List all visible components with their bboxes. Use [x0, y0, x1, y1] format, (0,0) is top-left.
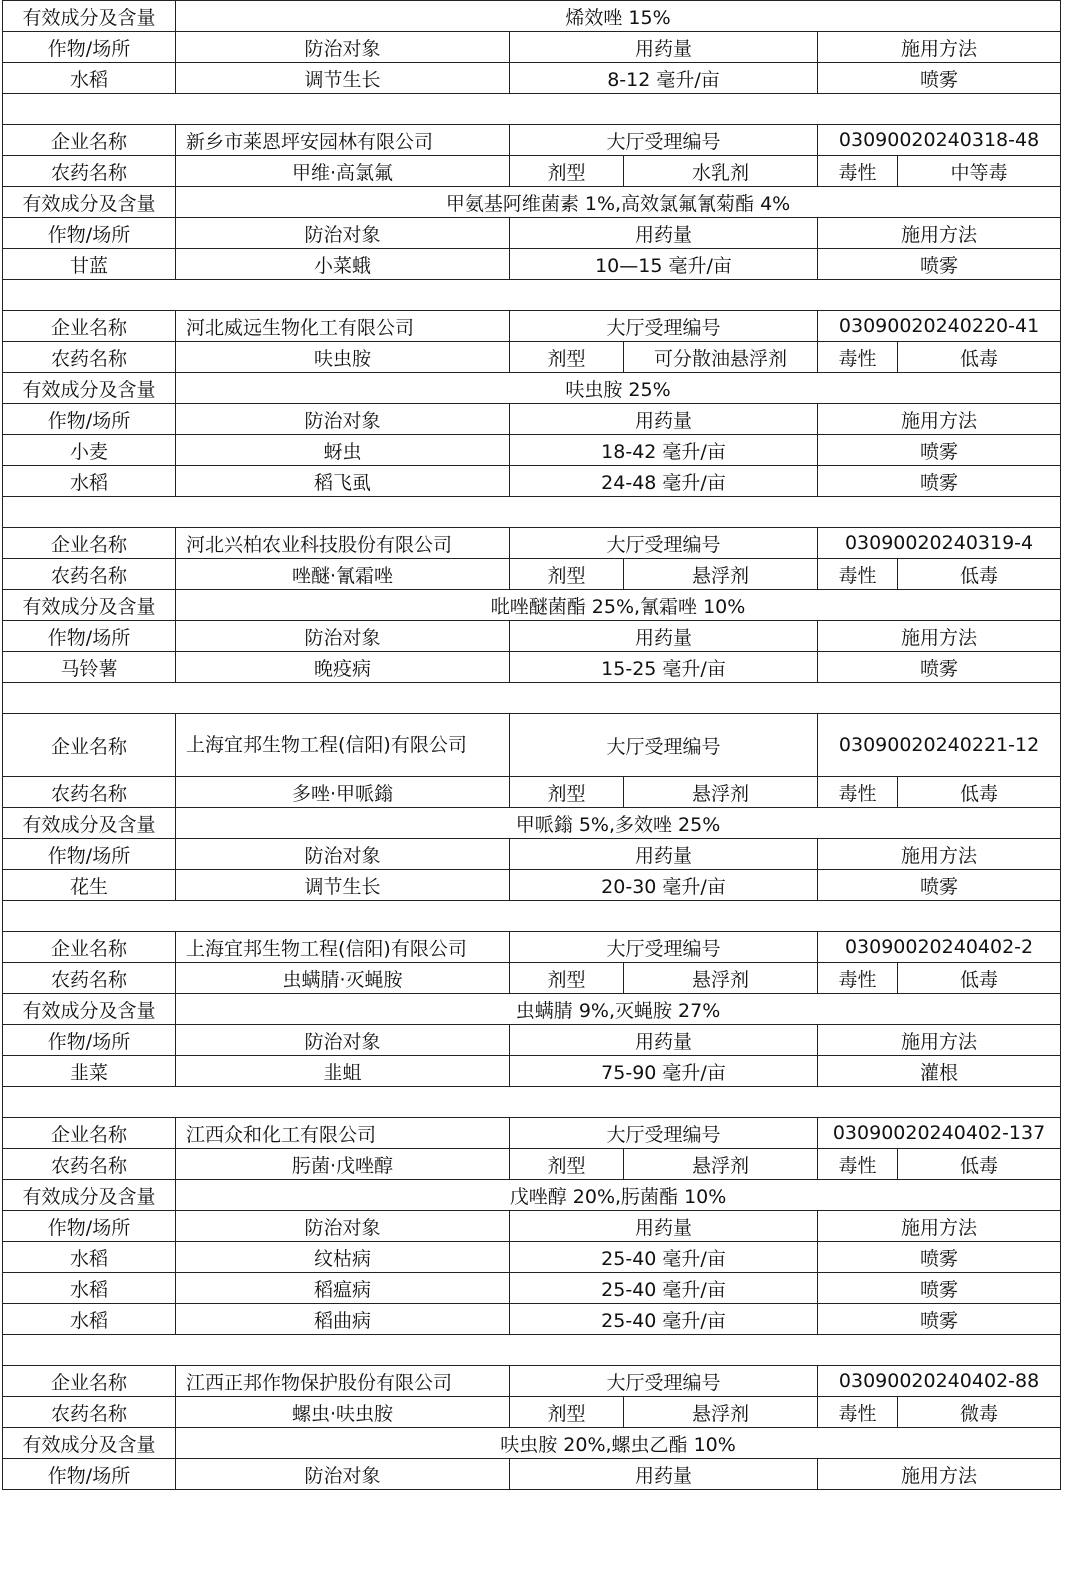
crop-value: 韭菜 — [3, 1056, 176, 1087]
pesticide-value: 呋虫胺 — [176, 342, 510, 373]
company-row — [3, 1366, 1061, 1397]
usage-header-row — [3, 1459, 1061, 1490]
formulation-value: 悬浮剂 — [624, 1149, 818, 1180]
ingredient-row — [3, 808, 1061, 839]
ingredient-value: 虫螨腈 9%,灭蝇胺 27% — [176, 994, 1061, 1025]
method-value: 喷雾 — [818, 870, 1061, 901]
hall-no-label: 大厅受理编号 — [510, 125, 818, 156]
company-value: 河北威远生物化工有限公司 — [176, 311, 510, 342]
target-header: 防治对象 — [176, 1211, 510, 1242]
usage-header-row — [3, 1025, 1061, 1056]
dosage-value: 10—15 毫升/亩 — [510, 249, 818, 280]
target-header: 防治对象 — [176, 839, 510, 870]
hall-no-value: 03090020240402-2 — [818, 932, 1061, 963]
toxicity-value: 微毒 — [898, 1397, 1061, 1428]
hall-no-value: 03090020240220-41 — [818, 311, 1061, 342]
crop-value: 水稻 — [3, 1304, 176, 1335]
toxicity-value: 低毒 — [898, 1149, 1061, 1180]
pesticide-row — [3, 559, 1061, 590]
spacer-cell — [3, 683, 1061, 714]
ingredient-value: 甲氨基阿维菌素 1%,高效氯氟氰菊酯 4% — [176, 187, 1061, 218]
ingredient-label: 有效成分及含量 — [3, 1180, 176, 1211]
usage-header-row — [3, 1211, 1061, 1242]
usage-header-row — [3, 218, 1061, 249]
pesticide-row — [3, 1397, 1061, 1428]
dosage-header: 用药量 — [510, 1025, 818, 1056]
spacer-cell — [3, 497, 1061, 528]
dosage-header: 用药量 — [510, 1459, 818, 1490]
spacer-row — [3, 280, 1061, 311]
ingredient-label: 有效成分及含量 — [3, 808, 176, 839]
spacer-row — [3, 901, 1061, 932]
hall-no-value: 03090020240402-137 — [818, 1118, 1061, 1149]
company-label: 企业名称 — [3, 125, 176, 156]
ingredient-label: 有效成分及含量 — [3, 590, 176, 621]
crop-header: 作物/场所 — [3, 218, 176, 249]
hall-no-value: 03090020240318-48 — [818, 125, 1061, 156]
dosage-header: 用药量 — [510, 218, 818, 249]
ingredient-row — [3, 187, 1061, 218]
formulation-label: 剂型 — [510, 1149, 624, 1180]
pesticide-value: 多唑·甲哌鎓 — [176, 777, 510, 808]
formulation-value: 悬浮剂 — [624, 559, 818, 590]
pesticide-label: 农药名称 — [3, 963, 176, 994]
toxicity-value: 低毒 — [898, 963, 1061, 994]
target-value: 调节生长 — [176, 870, 510, 901]
dosage-header: 用药量 — [510, 839, 818, 870]
ingredient-row — [3, 1428, 1061, 1459]
hall-no-label: 大厅受理编号 — [510, 932, 818, 963]
pesticide-label: 农药名称 — [3, 342, 176, 373]
method-header: 施用方法 — [818, 218, 1061, 249]
company-label: 企业名称 — [3, 932, 176, 963]
formulation-value: 悬浮剂 — [624, 963, 818, 994]
method-value: 喷雾 — [818, 1242, 1061, 1273]
toxicity-value: 低毒 — [898, 559, 1061, 590]
spacer-cell — [3, 1335, 1061, 1366]
ingredient-row — [3, 373, 1061, 404]
crop-header: 作物/场所 — [3, 621, 176, 652]
ingredient-row — [3, 590, 1061, 621]
registration-document — [2, 0, 1060, 1490]
ingredient-row — [3, 994, 1061, 1025]
method-value: 喷雾 — [818, 249, 1061, 280]
company-row — [3, 528, 1061, 559]
company-label: 企业名称 — [3, 714, 176, 777]
ingredient-label: 有效成分及含量 — [3, 1428, 176, 1459]
pesticide-label: 农药名称 — [3, 777, 176, 808]
pesticide-value: 甲维·高氯氟 — [176, 156, 510, 187]
target-header: 防治对象 — [176, 1459, 510, 1490]
method-value: 喷雾 — [818, 466, 1061, 497]
hall-no-value: 03090020240319-4 — [818, 528, 1061, 559]
target-value: 蚜虫 — [176, 435, 510, 466]
pesticide-value: 螺虫·呋虫胺 — [176, 1397, 510, 1428]
formulation-label: 剂型 — [510, 1397, 624, 1428]
ingredient-label: 有效成分及含量 — [3, 994, 176, 1025]
method-header: 施用方法 — [818, 1211, 1061, 1242]
pesticide-label: 农药名称 — [3, 1149, 176, 1180]
target-value: 韭蛆 — [176, 1056, 510, 1087]
crop-header: 作物/场所 — [3, 1025, 176, 1056]
crop-value: 花生 — [3, 870, 176, 901]
ingredient-label: 有效成分及含量 — [3, 1, 176, 32]
pesticide-row — [3, 777, 1061, 808]
crop-value: 甘蓝 — [3, 249, 176, 280]
method-value: 喷雾 — [818, 652, 1061, 683]
toxicity-value: 中等毒 — [898, 156, 1061, 187]
hall-no-label: 大厅受理编号 — [510, 528, 818, 559]
pesticide-label: 农药名称 — [3, 559, 176, 590]
target-value: 稻飞虱 — [176, 466, 510, 497]
pesticide-value: 唑醚·氰霜唑 — [176, 559, 510, 590]
toxicity-label: 毒性 — [818, 777, 898, 808]
ingredient-value: 呋虫胺 25% — [176, 373, 1061, 404]
company-label: 企业名称 — [3, 311, 176, 342]
dosage-value: 20-30 毫升/亩 — [510, 870, 818, 901]
formulation-value: 可分散油悬浮剂 — [624, 342, 818, 373]
ingredient-value: 呋虫胺 20%,螺虫乙酯 10% — [176, 1428, 1061, 1459]
toxicity-label: 毒性 — [818, 963, 898, 994]
usage-row — [3, 652, 1061, 683]
toxicity-label: 毒性 — [818, 1397, 898, 1428]
target-header: 防治对象 — [176, 32, 510, 63]
method-header: 施用方法 — [818, 32, 1061, 63]
usage-header-row — [3, 32, 1061, 63]
crop-value: 水稻 — [3, 1273, 176, 1304]
hall-no-value: 03090020240221-12 — [818, 714, 1061, 777]
formulation-label: 剂型 — [510, 559, 624, 590]
company-label: 企业名称 — [3, 528, 176, 559]
target-value: 稻曲病 — [176, 1304, 510, 1335]
target-value: 纹枯病 — [176, 1242, 510, 1273]
dosage-value: 15-25 毫升/亩 — [510, 652, 818, 683]
usage-row — [3, 1056, 1061, 1087]
ingredient-value: 吡唑醚菌酯 25%,氰霜唑 10% — [176, 590, 1061, 621]
usage-row — [3, 1273, 1061, 1304]
dosage-header: 用药量 — [510, 32, 818, 63]
method-value: 喷雾 — [818, 63, 1061, 94]
ingredient-row — [3, 1180, 1061, 1211]
pesticide-value: 虫螨腈·灭蝇胺 — [176, 963, 510, 994]
pesticide-row — [3, 1149, 1061, 1180]
company-row — [3, 1118, 1061, 1149]
pesticide-row — [3, 156, 1061, 187]
target-header: 防治对象 — [176, 621, 510, 652]
spacer-cell — [3, 94, 1061, 125]
spacer-cell — [3, 1087, 1061, 1118]
spacer-row — [3, 1087, 1061, 1118]
target-value: 晚疫病 — [176, 652, 510, 683]
hall-no-label: 大厅受理编号 — [510, 1118, 818, 1149]
pesticide-label: 农药名称 — [3, 1397, 176, 1428]
toxicity-label: 毒性 — [818, 559, 898, 590]
dosage-value: 75-90 毫升/亩 — [510, 1056, 818, 1087]
target-value: 小菜蛾 — [176, 249, 510, 280]
dosage-value: 25-40 毫升/亩 — [510, 1242, 818, 1273]
company-value: 上海宜邦生物工程(信阳)有限公司 — [176, 932, 510, 963]
crop-header: 作物/场所 — [3, 1211, 176, 1242]
company-label: 企业名称 — [3, 1118, 176, 1149]
usage-row — [3, 466, 1061, 497]
company-label: 企业名称 — [3, 1366, 176, 1397]
crop-value: 水稻 — [3, 466, 176, 497]
dosage-value: 18-42 毫升/亩 — [510, 435, 818, 466]
company-value: 河北兴柏农业科技股份有限公司 — [176, 528, 510, 559]
company-row — [3, 311, 1061, 342]
crop-header: 作物/场所 — [3, 32, 176, 63]
toxicity-label: 毒性 — [818, 1149, 898, 1180]
target-header: 防治对象 — [176, 1025, 510, 1056]
dosage-value: 25-40 毫升/亩 — [510, 1304, 818, 1335]
usage-row — [3, 63, 1061, 94]
crop-value: 水稻 — [3, 63, 176, 94]
method-header: 施用方法 — [818, 839, 1061, 870]
method-value: 喷雾 — [818, 1273, 1061, 1304]
usage-row — [3, 435, 1061, 466]
usage-row — [3, 870, 1061, 901]
dosage-value: 8-12 毫升/亩 — [510, 63, 818, 94]
usage-row — [3, 1304, 1061, 1335]
dosage-header: 用药量 — [510, 621, 818, 652]
dosage-header: 用药量 — [510, 1211, 818, 1242]
pesticide-registration-table — [2, 0, 1061, 1490]
dosage-value: 25-40 毫升/亩 — [510, 1273, 818, 1304]
hall-no-label: 大厅受理编号 — [510, 1366, 818, 1397]
spacer-row — [3, 497, 1061, 528]
hall-no-label: 大厅受理编号 — [510, 311, 818, 342]
formulation-value: 悬浮剂 — [624, 777, 818, 808]
dosage-value: 24-48 毫升/亩 — [510, 466, 818, 497]
pesticide-label: 农药名称 — [3, 156, 176, 187]
method-header: 施用方法 — [818, 621, 1061, 652]
toxicity-label: 毒性 — [818, 156, 898, 187]
usage-header-row — [3, 404, 1061, 435]
crop-header: 作物/场所 — [3, 839, 176, 870]
formulation-label: 剂型 — [510, 963, 624, 994]
method-header: 施用方法 — [818, 404, 1061, 435]
ingredient-value: 烯效唑 15% — [176, 1, 1061, 32]
usage-header-row — [3, 839, 1061, 870]
formulation-label: 剂型 — [510, 156, 624, 187]
toxicity-value: 低毒 — [898, 342, 1061, 373]
company-row — [3, 714, 1061, 777]
formulation-label: 剂型 — [510, 777, 624, 808]
formulation-value: 水乳剂 — [624, 156, 818, 187]
company-value: 江西正邦作物保护股份有限公司 — [176, 1366, 510, 1397]
ingredient-label: 有效成分及含量 — [3, 373, 176, 404]
spacer-cell — [3, 901, 1061, 932]
target-header: 防治对象 — [176, 218, 510, 249]
target-value: 稻瘟病 — [176, 1273, 510, 1304]
crop-header: 作物/场所 — [3, 404, 176, 435]
spacer-row — [3, 1335, 1061, 1366]
usage-row — [3, 249, 1061, 280]
pesticide-row — [3, 963, 1061, 994]
pesticide-row — [3, 342, 1061, 373]
toxicity-label: 毒性 — [818, 342, 898, 373]
usage-header-row — [3, 621, 1061, 652]
company-value: 上海宜邦生物工程(信阳)有限公司 — [176, 714, 510, 777]
hall-no-value: 03090020240402-88 — [818, 1366, 1061, 1397]
crop-value: 马铃薯 — [3, 652, 176, 683]
usage-row — [3, 1242, 1061, 1273]
crop-value: 小麦 — [3, 435, 176, 466]
company-row — [3, 932, 1061, 963]
method-header: 施用方法 — [818, 1459, 1061, 1490]
ingredient-row — [3, 1, 1061, 32]
method-value: 灌根 — [818, 1056, 1061, 1087]
formulation-value: 悬浮剂 — [624, 1397, 818, 1428]
pesticide-value: 肟菌·戊唑醇 — [176, 1149, 510, 1180]
ingredient-value: 甲哌鎓 5%,多效唑 25% — [176, 808, 1061, 839]
ingredient-value: 戊唑醇 20%,肟菌酯 10% — [176, 1180, 1061, 1211]
dosage-header: 用药量 — [510, 404, 818, 435]
spacer-row — [3, 683, 1061, 714]
method-value: 喷雾 — [818, 1304, 1061, 1335]
target-value: 调节生长 — [176, 63, 510, 94]
spacer-cell — [3, 280, 1061, 311]
spacer-row — [3, 94, 1061, 125]
toxicity-value: 低毒 — [898, 777, 1061, 808]
method-header: 施用方法 — [818, 1025, 1061, 1056]
method-value: 喷雾 — [818, 435, 1061, 466]
hall-no-label: 大厅受理编号 — [510, 714, 818, 777]
crop-header: 作物/场所 — [3, 1459, 176, 1490]
ingredient-label: 有效成分及含量 — [3, 187, 176, 218]
formulation-label: 剂型 — [510, 342, 624, 373]
target-header: 防治对象 — [176, 404, 510, 435]
company-value: 新乡市莱恩坪安园林有限公司 — [176, 125, 510, 156]
company-value: 江西众和化工有限公司 — [176, 1118, 510, 1149]
company-row — [3, 125, 1061, 156]
crop-value: 水稻 — [3, 1242, 176, 1273]
